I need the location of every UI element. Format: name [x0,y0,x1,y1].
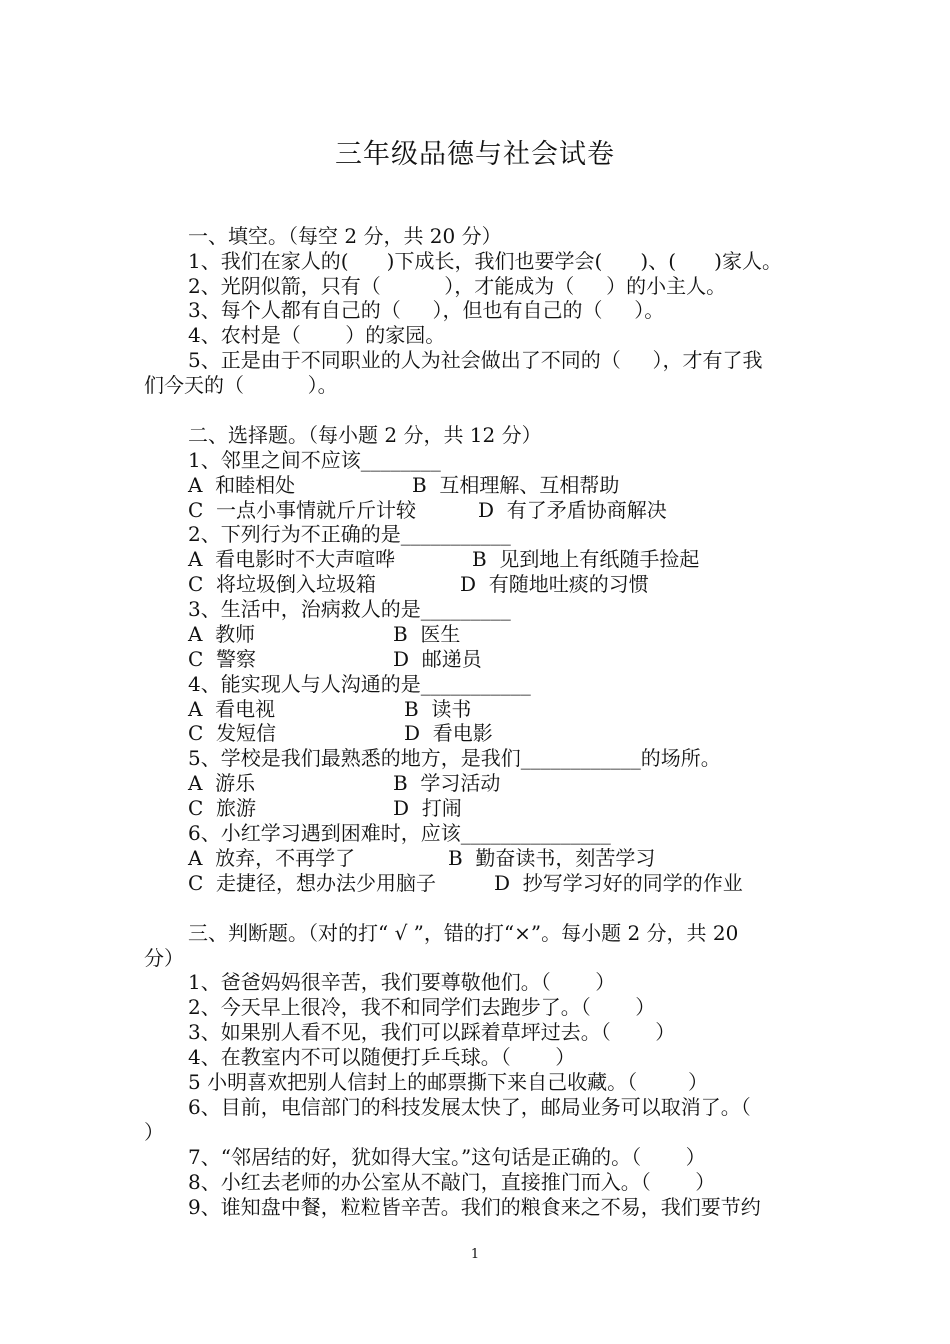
choice-q1-option-d: D 有了矛盾协商解决 [478,498,667,522]
judge-q9: 9、谁知盘中餐，粒粒皆辛苦。我们的粮食来之不易，我们要节约 [188,1195,761,1219]
choice-q1: 1、邻里之间不应该________ [188,448,441,472]
choice-q6-option-a: A 放弃，不再学了 [188,846,356,870]
page-number: 1 [470,1247,480,1262]
choice-q1-option-a: A 和睦相处 [188,473,296,497]
choice-q6-option-d: D 抄写学习好的同学的作业 [494,871,743,895]
fill-q5-line2: 们今天的（ ）。 [144,373,338,397]
choice-q2-option-a: A 看电影时不大声喧哗 [188,547,396,571]
choice-q4: 4、能实现人与人沟通的是___________ [188,672,531,696]
choice-q3: 3、生活中，治病救人的是_________ [188,597,511,621]
fill-q2: 2、光阴似箭，只有（ ），才能成为（ ）的小主人。 [188,274,727,298]
choice-q2-option-c: C 将垃圾倒入垃圾箱 [188,572,377,596]
fill-q5-line1: 5、正是由于不同职业的人为社会做出了不同的（ ），才有了我 [188,348,763,372]
choice-q5: 5、学校是我们最熟悉的地方，是我们____________的场所。 [188,746,721,770]
choice-q2-option-d: D 有随地吐痰的习惯 [460,572,649,596]
choice-q6: 6、小红学习遇到困难时，应该_______________ [188,821,611,845]
choice-q4-option-a: A 看电视 [188,697,276,721]
section3-heading-line1: 三、判断题。（对的打“ √ ”，错的打“×”。每小题 2 分，共 20 [188,921,739,945]
judge-q7: 7、“邻居结的好，犹如得大宝。”这句话是正确的。（ ） [188,1145,706,1169]
fill-q4: 4、农村是（ ）的家园。 [188,323,446,347]
choice-q5-option-c: C 旅游 [188,796,257,820]
judge-q6-line2: ） [144,1120,164,1144]
choice-q5-option-d: D 打闹 [393,796,462,820]
choice-q1-option-b: B 互相理解、互相帮助 [412,473,620,497]
section3-heading-line2: 分） [144,946,184,970]
choice-q1-option-c: C 一点小事情就斤斤计较 [188,498,417,522]
choice-q3-option-c: C 警察 [188,647,257,671]
choice-q2-option-b: B 见到地上有纸随手捡起 [472,547,700,571]
choice-q6-option-b: B 勤奋读书，刻苦学习 [448,846,656,870]
section1-heading: 一、填空。（每空 2 分，共 20 分） [188,224,502,248]
judge-q1: 1、爸爸妈妈很辛苦，我们要尊敬他们。（ ） [188,970,616,994]
choice-q4-option-b: B 读书 [404,697,472,721]
choice-q5-option-a: A 游乐 [188,771,256,795]
judge-q4: 4、在教室内不可以随便打乒乓球。（ ） [188,1045,576,1069]
page-title: 三年级品德与社会试卷 [335,139,615,170]
choice-q4-option-c: C 发短信 [188,721,277,745]
choice-q5-option-b: B 学习活动 [393,771,501,795]
judge-q2: 2、今天早上很冷，我不和同学们去跑步了。（ ） [188,995,656,1019]
section2-heading: 二、选择题。（每小题 2 分，共 12 分） [188,423,542,447]
choice-q2: 2、下列行为不正确的是___________ [188,522,511,546]
fill-q3: 3、每个人都有自己的（ ），但也有自己的（ ）。 [188,298,665,322]
judge-q6-line1: 6、目前，电信部门的科技发展太快了，邮局业务可以取消了。（ [188,1095,751,1119]
choice-q4-option-d: D 看电影 [404,721,493,745]
choice-q3-option-a: A 教师 [188,622,256,646]
choice-q6-option-c: C 走捷径，想办法少用脑子 [188,871,437,895]
choice-q3-option-d: D 邮递员 [393,647,482,671]
judge-q5: 5 小明喜欢把别人信封上的邮票撕下来自己收藏。（ ） [188,1070,708,1094]
choice-q3-option-b: B 医生 [393,622,461,646]
judge-q3: 3、如果别人看不见，我们可以踩着草坪过去。（ ） [188,1020,676,1044]
judge-q8: 8、小红去老师的办公室从不敲门，直接推门而入。（ ） [188,1170,716,1194]
fill-q1: 1、我们在家人的( )下成长，我们也要学会( )、( )家人。 [188,249,782,273]
